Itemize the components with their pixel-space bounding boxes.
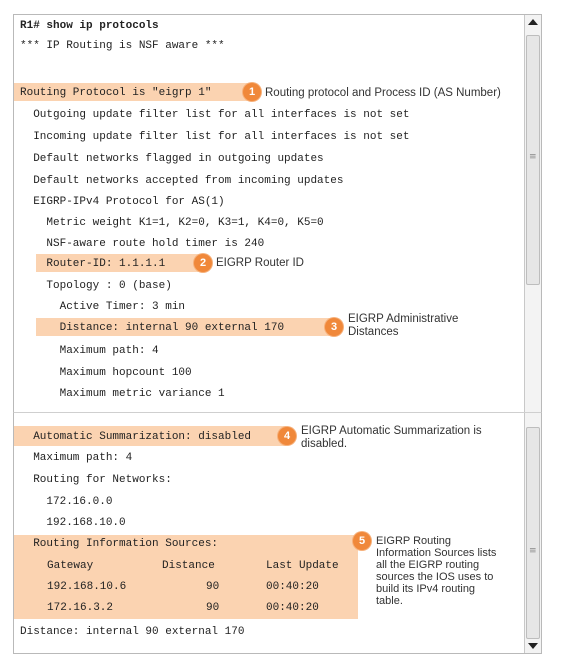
maximum-path-line-2: Maximum path: 4 [20,452,133,464]
active-timer-line: Active Timer: 3 min [20,301,186,313]
callout-note-5-line4: sources the IOS uses to [376,571,494,583]
cell-last-update: 00:40:20 [266,581,319,593]
scroll-grip-icon: ≡ [529,546,537,556]
cell-distance: 90 [206,581,220,593]
callout-note-5-line3: all the EIGRP routing [376,559,480,571]
callout-note-3-line1: EIGRP Administrative [348,313,459,325]
callout-note-5-line5: build its IPv4 routing [376,583,476,595]
terminal-output-panel-bottom [13,412,542,654]
header-distance: Distance [162,560,215,572]
routing-protocol-line: Routing Protocol is "eigrp 1" [20,87,212,99]
nsf-aware-line: *** IP Routing is NSF aware *** [20,40,225,52]
callout-badge-2: 2 [194,254,212,272]
callout-badge-3: 3 [325,318,343,336]
cell-distance: 90 [206,602,220,614]
routing-info-sources-line: Routing Information Sources: [20,538,219,550]
scroll-up-arrow-icon[interactable] [528,19,538,25]
callout-badge-5: 5 [353,532,371,550]
metric-weight-line: Metric weight K1=1, K2=0, K3=1, K4=0, K5=0 [20,217,324,229]
cell-last-update: 00:40:20 [266,602,319,614]
callout-note-4-line1: EIGRP Automatic Summarization is [301,425,482,437]
callout-note-5-line6: table. [376,595,403,607]
maximum-hopcount-line: Maximum hopcount 100 [20,367,192,379]
header-gateway: Gateway [47,560,94,572]
scroll-thumb-bottom[interactable] [526,427,540,639]
callout-note-4-line2: disabled. [301,438,348,450]
network-172-line: 172.16.0.0 [20,496,113,508]
auto-summary-line: Automatic Summarization: disabled [20,431,252,443]
scroll-grip-icon: ≡ [529,152,537,162]
scroll-down-arrow-icon[interactable] [528,643,538,649]
maximum-path-line: Maximum path: 4 [20,345,159,357]
incoming-filter-line: Incoming update filter list for all interfaces is not set [20,131,410,143]
callout-note-5-line1: EIGRP Routing [376,535,452,547]
routing-for-networks-line: Routing for Networks: [20,474,172,486]
scrollbar-top[interactable] [524,15,541,413]
topology-line: Topology : 0 (base) [20,280,172,292]
router-id-line: Router-ID: 1.1.1.1 [20,258,166,270]
distance-line-2: Distance: internal 90 external 170 [20,626,245,638]
network-192-line: 192.168.10.0 [20,517,126,529]
cell-gateway: 192.168.10.6 [47,581,127,593]
scrollbar-bottom[interactable] [524,413,541,653]
distance-line: Distance: internal 90 external 170 [20,322,285,334]
callout-badge-1: 1 [243,83,261,101]
default-networks-flagged-line: Default networks flagged in outgoing updates [20,153,324,165]
default-networks-accepted-line: Default networks accepted from incoming updates [20,175,344,187]
callout-note-3-line2: Distances [348,326,399,338]
callout-badge-4: 4 [278,427,296,445]
cell-gateway: 172.16.3.2 [47,602,114,614]
command-line: R1# show ip protocols [20,20,159,32]
terminal-output-panel-top [13,14,542,414]
header-last-update: Last Update [266,560,339,572]
callout-note-1: Routing protocol and Process ID (AS Number) [265,87,501,99]
eigrp-protocol-line: EIGRP-IPv4 Protocol for AS(1) [20,196,225,208]
outgoing-filter-line: Outgoing update filter list for all interfaces is not set [20,109,410,121]
metric-variance-line: Maximum metric variance 1 [20,388,225,400]
nsf-hold-timer-line: NSF-aware route hold timer is 240 [20,238,265,250]
callout-note-5-line2: Information Sources lists [376,547,497,559]
callout-note-2: EIGRP Router ID [216,257,304,269]
